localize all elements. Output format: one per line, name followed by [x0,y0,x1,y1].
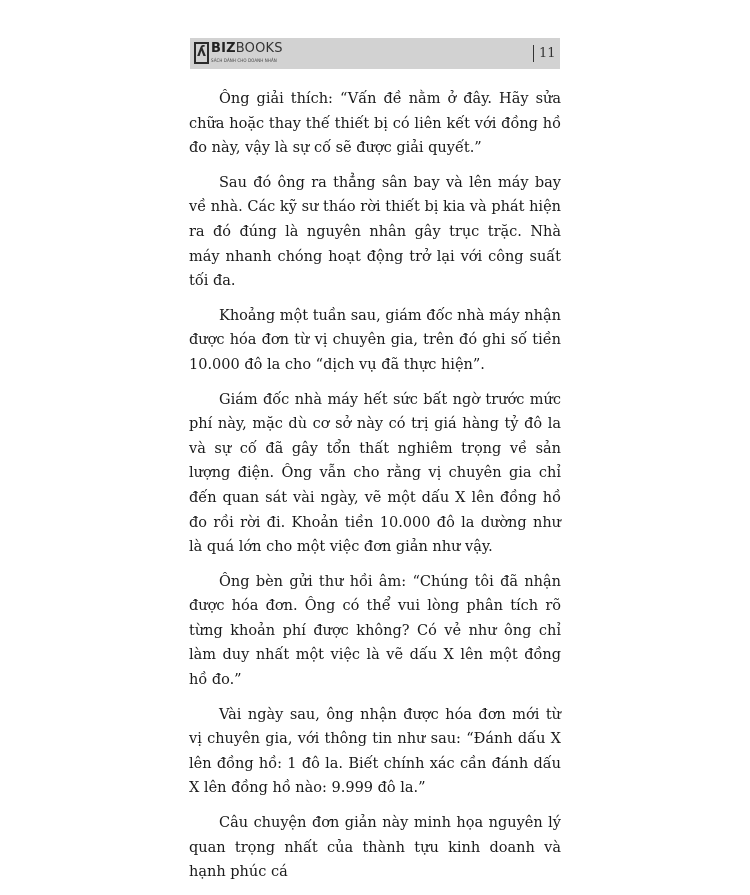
logo-name-bold: BIZ [211,41,236,56]
body-text [189,87,561,895]
logo-tagline: SÁCH DÀNH CHO DOANH NHÂN [211,58,277,63]
header-divider [533,45,534,62]
bizbooks-logo [190,38,300,69]
paragraph: Ông bèn gửi thư hồi âm: “Chúng tôi đã nhận được hóa đơn. Ông có thể vui lòng phân tích rõ từng khoản phí được không? Có vẻ như ông chỉ làm duy nhất một việc là vẽ dấu X lên một đồng hồ đo.” [189,573,561,689]
paragraph: Sau đó ông ra thẳng sân bay và lên máy bay về nhà. Các kỹ sư tháo rời thiết bị kia và phát hiện ra đó đúng là nguyên nhân gây trục trặc. Nhà máy nhanh chóng hoạt động trở lại với công suất tối đa. [189,174,561,290]
logo-figure-icon: ʎ [197,44,207,60]
paragraph: Câu chuyện đơn giản này minh họa nguyên lý quan trọng nhất của thành tựu kinh doanh và hạnh phúc cá [189,815,561,881]
paragraph: Khoảng một tuần sau, giám đốc nhà máy nhận được hóa đơn từ vị chuyên gia, trên đó ghi số tiền 10.000 đô la cho “dịch vụ đã thực hiện”. [189,307,561,373]
paragraph: Ông giải thích: “Vấn đề nằm ở đây. Hãy sửa chữa hoặc thay thế thiết bị có liên kết với đồng hồ đo này, vậy là sự cố sẽ được giải quyết.” [189,91,561,157]
page-number: 11 [539,46,556,61]
paragraph: Vài ngày sau, ông nhận được hóa đơn mới từ vị chuyên gia, với thông tin như sau: “Đánh dấu X lên đồng hồ: 1 đô la. Biết chính xác cần đánh dấu X lên đồng hồ nào: 9.999 đô la.” [189,706,561,797]
logo-name [211,41,283,56]
paragraph: Giám đốc nhà máy hết sức bất ngờ trước mức phí này, mặc dù cơ sở này có trị giá hàng tỷ đô la và sự cố đã gây tổn thất nghiêm trọng về sản lượng điện. Ông vẫn cho rằng vị chuyên gia chỉ đến quan sát vài ngày, vẽ một dấu X lên đồng hồ đo rồi rời đi. Khoản tiền 10.000 đô la dường như là quá lớn cho một việc đơn giản như vậy. [189,391,561,556]
running-header [190,38,560,69]
logo-name-thin: BOOKS [235,41,283,56]
